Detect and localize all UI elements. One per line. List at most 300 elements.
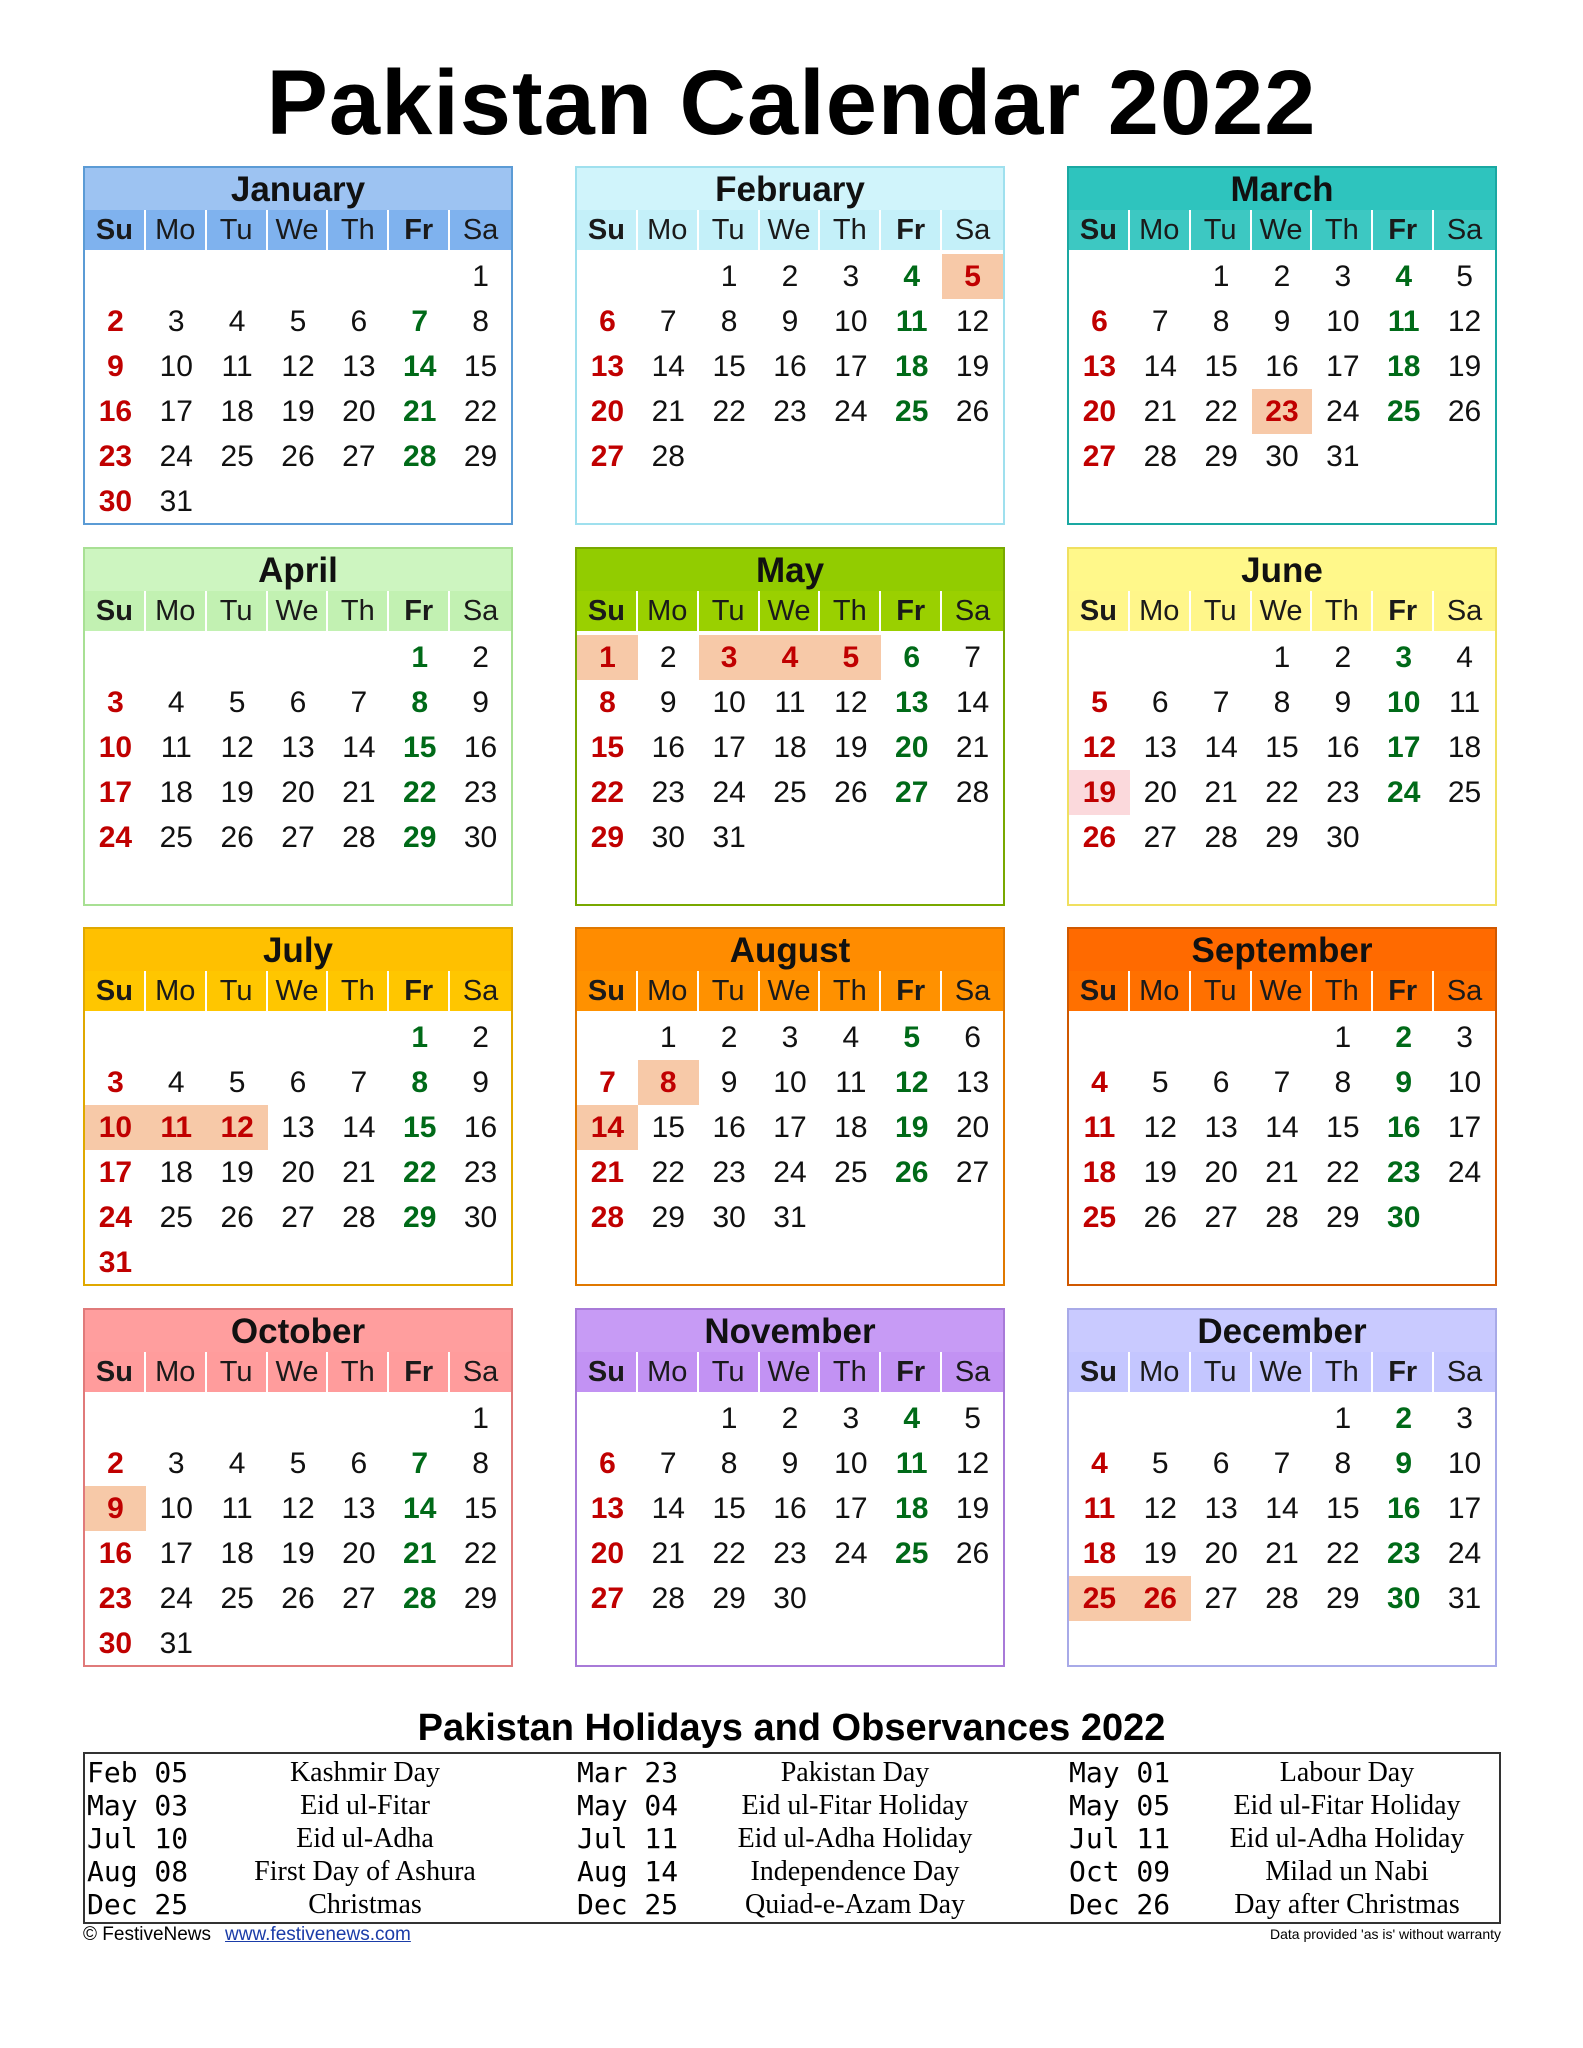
day-cell: 5 [1456, 260, 1473, 293]
weekday-label: Tu [207, 1352, 268, 1392]
days-grid [85, 1011, 511, 1285]
weekday-label: Mo [638, 210, 699, 250]
weekday-label: We [1252, 591, 1313, 631]
day-cell: 25 [773, 776, 807, 809]
month-name: February [577, 168, 1003, 210]
day-cell: 26 [220, 821, 254, 854]
weekday-label: Tu [699, 971, 760, 1011]
day-cell: 14 [955, 686, 990, 719]
day-cell: 31 [712, 821, 746, 854]
day-cell: 19 [281, 1537, 315, 1570]
day-cell: 31 [159, 1627, 193, 1660]
day-cell: 12 [281, 350, 315, 383]
day-cell: 18 [159, 776, 193, 809]
holiday-name: Pakistan Day [780, 1757, 930, 1788]
day-cell: 17 [1387, 731, 1421, 764]
weekday-header [85, 1352, 511, 1392]
weekday-header [577, 210, 1003, 250]
weekday-header [1069, 971, 1495, 1011]
day-cell: 14 [342, 731, 376, 764]
day-cell: 10 [1447, 1447, 1482, 1480]
day-cell: 20 [1082, 395, 1117, 428]
day-cell: 22 [712, 1537, 746, 1570]
weekday-label: Su [577, 1352, 638, 1392]
day-cell: 27 [1082, 440, 1117, 473]
day-cell: 12 [220, 731, 254, 764]
day-cell: 15 [712, 350, 746, 383]
day-cell: 29 [1204, 440, 1238, 473]
day-cell: 21 [403, 1537, 437, 1570]
day-cell: 4 [167, 1066, 185, 1099]
day-cell: 4 [1091, 1066, 1108, 1099]
weekday-label: Su [577, 210, 638, 250]
weekday-label: Sa [954, 595, 991, 627]
day-cell: 16 [712, 1111, 746, 1144]
month-name: March [1069, 168, 1495, 210]
day-cell: 24 [1447, 1156, 1482, 1189]
day-cell: 14 [403, 1492, 437, 1525]
day-cell: 20 [590, 1537, 625, 1570]
holiday-name: Quiad-e-Azam Day [744, 1889, 965, 1920]
day-cell: 20 [1143, 776, 1177, 809]
day-cell: 5 [1091, 686, 1108, 719]
day-cell: 16 [1387, 1111, 1421, 1144]
month-name: October [85, 1310, 511, 1352]
day-cell: 23 [98, 440, 133, 473]
day-cell: 27 [281, 821, 315, 854]
holiday-date: Jul 11 [1069, 1822, 1171, 1855]
day-cell: 10 [85, 1105, 146, 1150]
day-cell: 15 [1265, 731, 1299, 764]
day-cell: 20 [342, 395, 376, 428]
day-cell: 18 [834, 1111, 868, 1144]
day-cell: 1 [411, 641, 429, 674]
day-cell: 10 [834, 1447, 868, 1480]
weekday-label: Th [820, 591, 881, 631]
day-cell: 19 [1069, 770, 1130, 815]
weekday-label: Mo [146, 971, 207, 1011]
day-cell: 24 [834, 395, 868, 428]
day-cell: 5 [1151, 1066, 1169, 1099]
copyright-text: © FestiveNews [83, 1924, 212, 1945]
day-cell: 22 [403, 776, 437, 809]
day-cell: 25 [895, 395, 929, 428]
day-cell: 3 [107, 1066, 124, 1099]
day-cell: 13 [955, 1066, 990, 1099]
empty-cell [85, 635, 146, 680]
weekday-header [1069, 210, 1495, 250]
day-cell: 6 [1091, 305, 1108, 338]
weekday-label: Tu [207, 210, 268, 250]
day-cell: 24 [1387, 776, 1421, 809]
day-cell: 16 [773, 350, 807, 383]
day-cell: 4 [842, 1021, 860, 1054]
day-cell: 22 [463, 395, 498, 428]
empty-cell [1130, 1396, 1191, 1441]
holiday-name: First Day of Ashura [254, 1856, 476, 1887]
day-cell: 24 [712, 776, 746, 809]
empty-cell [328, 1396, 389, 1441]
weekday-label: Fr [1373, 971, 1434, 1011]
day-cell: 22 [590, 776, 625, 809]
empty-cell [577, 254, 638, 299]
day-cell: 7 [599, 1066, 616, 1099]
day-cell: 26 [1082, 821, 1117, 854]
day-cell: 1 [472, 260, 489, 293]
day-cell: 17 [834, 1492, 868, 1525]
day-cell: 6 [350, 305, 368, 338]
day-cell: 11 [221, 350, 253, 383]
day-cell: 17 [1447, 1111, 1482, 1144]
empty-cell [268, 254, 329, 299]
day-cell: 5 [964, 1402, 981, 1435]
day-cell: 8 [1334, 1447, 1352, 1480]
weekday-label: Su [85, 971, 146, 1011]
holiday-date: Jul 11 [577, 1822, 679, 1855]
day-cell: 28 [651, 1582, 685, 1615]
page-title: Pakistan Calendar 2022 [266, 52, 1317, 154]
day-cell: 26 [281, 440, 315, 473]
day-cell: 28 [1143, 440, 1177, 473]
weekday-label: Sa [954, 214, 991, 246]
day-cell: 7 [411, 305, 429, 338]
day-cell: 9 [107, 350, 124, 383]
day-cell: 25 [895, 1537, 929, 1570]
month-september [1067, 927, 1497, 1286]
day-cell: 1 [1273, 641, 1291, 674]
day-cell: 9 [472, 686, 489, 719]
day-cell: 26 [1143, 1201, 1177, 1234]
empty-cell [1069, 1396, 1130, 1441]
day-cell: 16 [463, 731, 498, 764]
day-cell: 22 [1326, 1156, 1360, 1189]
day-cell: 13 [281, 731, 315, 764]
day-cell: 7 [1273, 1066, 1291, 1099]
day-cell: 18 [1082, 1156, 1117, 1189]
day-cell: 28 [403, 1582, 437, 1615]
day-cell: 13 [590, 1492, 625, 1525]
weekday-label: Tu [207, 971, 268, 1011]
holiday-name: Eid ul-Adha [296, 1823, 434, 1854]
day-cell: 26 [1130, 1576, 1191, 1621]
weekday-label: We [760, 1352, 821, 1392]
day-cell: 3 [1334, 260, 1352, 293]
day-cell: 25 [1387, 395, 1421, 428]
day-cell: 10 [773, 1066, 807, 1099]
empty-cell [146, 1015, 207, 1060]
day-cell: 24 [1447, 1537, 1482, 1570]
day-cell: 21 [651, 1537, 685, 1570]
holidays-title: Pakistan Holidays and Observances 2022 [417, 1707, 1166, 1749]
day-cell: 27 [1143, 821, 1177, 854]
day-cell: 30 [1265, 440, 1299, 473]
day-cell: 28 [1204, 821, 1238, 854]
day-cell: 7 [1273, 1447, 1291, 1480]
day-cell: 3 [781, 1021, 799, 1054]
day-cell: 20 [955, 1111, 990, 1144]
days-grid [85, 1392, 511, 1666]
day-cell: 23 [98, 1582, 133, 1615]
month-april [83, 547, 513, 906]
days-grid [577, 1392, 1003, 1621]
day-cell: 11 [774, 686, 806, 719]
empty-cell [268, 1396, 329, 1441]
day-cell: 22 [651, 1156, 685, 1189]
day-cell: 29 [590, 821, 625, 854]
day-cell: 11 [160, 731, 192, 764]
day-cell: 13 [895, 686, 929, 719]
day-cell: 12 [281, 1492, 315, 1525]
empty-cell [1130, 635, 1191, 680]
day-cell: 3 [167, 1447, 185, 1480]
day-cell: 2 [107, 305, 124, 338]
day-cell: 10 [1447, 1066, 1482, 1099]
day-cell: 29 [463, 440, 498, 473]
day-cell: 5 [289, 1447, 307, 1480]
day-cell: 13 [342, 350, 376, 383]
days-grid [1069, 250, 1495, 479]
month-july [83, 927, 513, 1286]
day-cell: 10 [1326, 305, 1360, 338]
day-cell: 8 [720, 305, 738, 338]
weekday-label: Mo [1130, 971, 1191, 1011]
day-cell: 23 [463, 1156, 498, 1189]
empty-cell [207, 1396, 268, 1441]
month-name: April [85, 549, 511, 591]
day-cell: 5 [1151, 1447, 1169, 1480]
day-cell: 1 [720, 1402, 738, 1435]
weekday-label: Mo [146, 210, 207, 250]
holiday-name: Eid ul-Fitar Holiday [741, 1790, 969, 1821]
day-cell: 3 [1456, 1021, 1473, 1054]
holiday-name: Christmas [308, 1889, 422, 1920]
day-cell: 12 [955, 1447, 990, 1480]
day-cell: 2 [1395, 1402, 1413, 1435]
day-cell: 14 [651, 1492, 685, 1525]
day-cell: 6 [289, 686, 307, 719]
day-cell: 23 [1252, 389, 1313, 434]
day-cell: 2 [472, 641, 489, 674]
day-cell: 20 [281, 1156, 315, 1189]
day-cell: 2 [781, 260, 799, 293]
day-cell: 4 [228, 305, 246, 338]
day-cell: 25 [220, 440, 254, 473]
weekday-label: Th [1312, 1352, 1373, 1392]
day-cell: 23 [773, 1537, 807, 1570]
empty-cell [1252, 1396, 1313, 1441]
day-cell: 10 [98, 731, 133, 764]
weekday-label: Sa [1446, 1356, 1483, 1388]
day-cell: 17 [159, 395, 193, 428]
weekday-label: Tu [1191, 1352, 1252, 1392]
day-cell: 3 [107, 686, 124, 719]
weekday-label: Th [1312, 591, 1373, 631]
holiday-date: Dec 26 [1069, 1888, 1171, 1921]
day-cell: 1 [1334, 1021, 1352, 1054]
day-cell: 8 [720, 1447, 738, 1480]
weekday-label: Th [328, 210, 389, 250]
weekday-label: Mo [638, 971, 699, 1011]
day-cell: 1 [659, 1021, 677, 1054]
weekday-label: We [268, 971, 329, 1011]
day-cell: 15 [651, 1111, 685, 1144]
day-cell: 6 [1212, 1447, 1230, 1480]
day-cell: 16 [1387, 1492, 1421, 1525]
day-cell: 10 [159, 350, 193, 383]
day-cell: 2 [1334, 641, 1352, 674]
weekday-label: Mo [638, 1352, 699, 1392]
weekday-label: Sa [954, 975, 991, 1007]
day-cell: 18 [1447, 731, 1482, 764]
day-cell: 9 [1334, 686, 1352, 719]
day-cell: 27 [1204, 1582, 1238, 1615]
days-grid [1069, 631, 1495, 860]
day-cell: 29 [1326, 1582, 1360, 1615]
empty-cell [268, 1015, 329, 1060]
weekday-label: Su [1069, 210, 1130, 250]
day-cell: 12 [955, 305, 990, 338]
weekday-label: Su [577, 971, 638, 1011]
day-cell: 30 [98, 485, 133, 518]
weekday-label: Tu [207, 591, 268, 631]
day-cell: 20 [342, 1537, 376, 1570]
empty-cell [577, 1396, 638, 1441]
day-cell: 9 [781, 305, 799, 338]
days-grid [577, 250, 1003, 479]
day-cell: 6 [289, 1066, 307, 1099]
day-cell: 17 [1447, 1492, 1482, 1525]
weekday-label: Tu [699, 591, 760, 631]
day-cell: 19 [220, 1156, 254, 1189]
empty-cell [207, 635, 268, 680]
day-cell: 25 [159, 821, 193, 854]
day-cell: 25 [1447, 776, 1482, 809]
day-cell: 15 [463, 1492, 498, 1525]
month-february [575, 166, 1005, 525]
weekday-label: Su [1069, 971, 1130, 1011]
day-cell: 29 [1265, 821, 1299, 854]
day-cell: 16 [98, 395, 133, 428]
month-december [1067, 1308, 1497, 1667]
day-cell: 14 [577, 1105, 638, 1150]
day-cell: 30 [463, 1201, 498, 1234]
day-cell: 28 [1265, 1582, 1299, 1615]
day-cell: 8 [472, 305, 489, 338]
day-cell: 27 [590, 1582, 625, 1615]
day-cell: 7 [659, 1447, 677, 1480]
day-cell: 27 [895, 776, 929, 809]
day-cell: 18 [220, 395, 254, 428]
empty-cell [389, 254, 450, 299]
day-cell: 14 [651, 350, 685, 383]
weekday-label: Fr [1373, 210, 1434, 250]
day-cell: 15 [590, 731, 625, 764]
weekday-label: We [1252, 971, 1313, 1011]
empty-cell [85, 1015, 146, 1060]
day-cell: 30 [712, 1201, 746, 1234]
day-cell: 11 [1448, 686, 1481, 719]
holiday-date: Aug 08 [87, 1855, 189, 1888]
day-cell: 30 [1326, 821, 1360, 854]
month-name: November [577, 1310, 1003, 1352]
day-cell: 2 [781, 1402, 799, 1435]
day-cell: 2 [472, 1021, 489, 1054]
day-cell: 19 [220, 776, 254, 809]
day-cell: 7 [350, 686, 368, 719]
empty-cell [1191, 1015, 1252, 1060]
empty-cell [577, 1015, 638, 1060]
holidays-table [83, 1752, 1501, 1924]
weekday-label: Th [1312, 971, 1373, 1011]
day-cell: 2 [659, 641, 677, 674]
day-cell: 16 [98, 1537, 133, 1570]
weekday-label: We [760, 591, 821, 631]
day-cell: 18 [159, 1156, 193, 1189]
weekday-label: Th [328, 971, 389, 1011]
day-cell: 27 [1204, 1201, 1238, 1234]
day-cell: 5 [820, 635, 881, 680]
day-cell: 11 [1083, 1492, 1116, 1525]
day-cell: 12 [1447, 305, 1482, 338]
weekday-label: Sa [1446, 975, 1483, 1007]
month-november [575, 1308, 1005, 1667]
day-cell: 31 [1326, 440, 1360, 473]
weekday-label: Th [328, 591, 389, 631]
day-cell: 2 [1273, 260, 1291, 293]
holiday-name: Eid ul-Fitar [300, 1790, 430, 1821]
weekday-label: We [760, 210, 821, 250]
days-grid [85, 250, 511, 524]
day-cell: 16 [651, 731, 685, 764]
day-cell: 5 [228, 1066, 246, 1099]
weekday-label: Tu [1191, 971, 1252, 1011]
day-cell: 19 [1143, 1156, 1177, 1189]
weekday-label: Tu [1191, 210, 1252, 250]
day-cell: 1 [472, 1402, 489, 1435]
day-cell: 28 [342, 1201, 376, 1234]
website-link[interactable]: www.festivenews.com [225, 1924, 411, 1945]
day-cell: 30 [1387, 1201, 1421, 1234]
day-cell: 21 [403, 395, 437, 428]
weekday-header [577, 591, 1003, 631]
day-cell: 20 [895, 731, 929, 764]
empty-cell [328, 635, 389, 680]
day-cell: 19 [1447, 350, 1482, 383]
day-cell: 4 [760, 635, 821, 680]
weekday-label: Sa [462, 1356, 499, 1388]
day-cell: 8 [638, 1060, 699, 1105]
day-cell: 18 [895, 1492, 929, 1525]
day-cell: 1 [1212, 260, 1230, 293]
weekday-label: Sa [1446, 214, 1483, 246]
day-cell: 29 [463, 1582, 498, 1615]
day-cell: 4 [903, 1402, 921, 1435]
day-cell: 28 [651, 440, 685, 473]
day-cell: 7 [659, 305, 677, 338]
day-cell: 29 [651, 1201, 685, 1234]
day-cell: 15 [403, 1111, 437, 1144]
month-name: August [577, 929, 1003, 971]
day-cell: 9 [472, 1066, 489, 1099]
day-cell: 28 [1265, 1201, 1299, 1234]
month-name: December [1069, 1310, 1495, 1352]
day-cell: 25 [159, 1201, 193, 1234]
day-cell: 10 [834, 305, 868, 338]
day-cell: 12 [1082, 731, 1117, 764]
weekday-label: Tu [699, 1352, 760, 1392]
day-cell: 23 [1387, 1537, 1421, 1570]
weekday-label: Th [820, 210, 881, 250]
